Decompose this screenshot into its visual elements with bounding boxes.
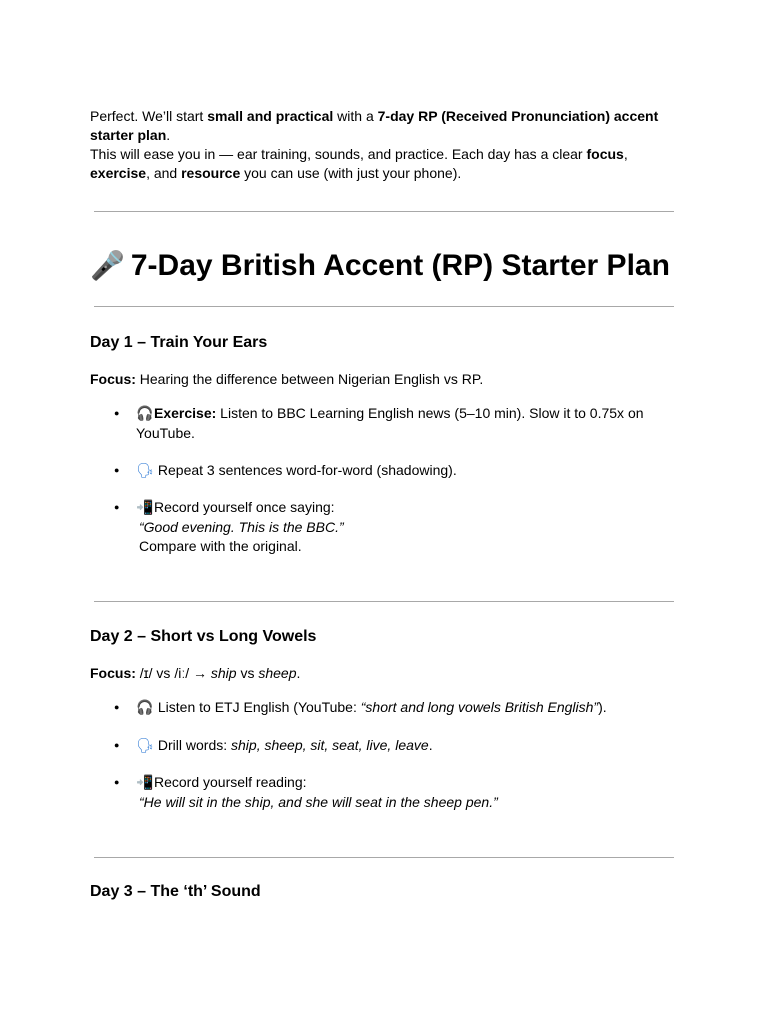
list-item-text: Record yourself reading: xyxy=(154,774,307,790)
focus-italic: ship xyxy=(210,665,237,681)
focus-italic: sheep xyxy=(258,665,297,681)
intro-bold: resource xyxy=(181,165,241,181)
intro-paragraph xyxy=(90,107,680,183)
list-item-text: Compare with the original. xyxy=(139,538,302,554)
focus-text: Hearing the difference between Nigerian English vs RP. xyxy=(135,371,484,387)
phone-icon: 📲 xyxy=(136,775,154,791)
list-item-text: Repeat 3 sentences word-for-word (shadowing). xyxy=(154,462,457,478)
intro-text: Perfect. We’ll start xyxy=(90,108,208,124)
headphones-icon: 🎧 xyxy=(136,406,154,422)
list-item-text: Drill words: xyxy=(154,737,232,753)
divider xyxy=(94,601,674,602)
focus-text: vs xyxy=(236,665,259,681)
exercise-label: Exercise: xyxy=(154,405,217,421)
drill-words: ship, sheep, sit, seat, live, leave xyxy=(231,737,429,753)
quote-text: “Good evening. This is the BBC.” xyxy=(139,519,344,535)
focus-text: . xyxy=(296,665,301,681)
focus-text: /ɪ/ vs /iː/ → xyxy=(135,665,211,681)
focus-label: Focus: xyxy=(90,371,136,387)
list-item-text: ). xyxy=(598,699,607,715)
intro-bold: small and practical xyxy=(207,108,334,124)
intro-text: , and xyxy=(146,165,182,181)
list-item xyxy=(136,404,666,443)
day1-focus xyxy=(90,370,483,389)
list-item-text: Listen to ETJ English (YouTube: xyxy=(154,699,361,715)
list-item xyxy=(136,773,666,812)
day2-focus xyxy=(90,664,300,683)
day1-heading: Day 1 – Train Your Ears xyxy=(90,334,268,351)
microphone-icon: 🎤 xyxy=(90,250,125,281)
page-title-text: 7-Day British Accent (RP) Starter Plan xyxy=(130,249,670,282)
page-title xyxy=(90,248,670,284)
list-item-text: . xyxy=(428,737,433,753)
phone-icon: 📲 xyxy=(136,500,154,516)
speaking-head-icon: 🗣 xyxy=(136,463,154,479)
day2-heading: Day 2 – Short vs Long Vowels xyxy=(90,628,317,645)
headphones-icon: 🎧 xyxy=(136,700,154,716)
intro-text: . xyxy=(166,127,171,143)
list-item-text: Record yourself once saying: xyxy=(154,499,335,515)
intro-bold: focus xyxy=(586,146,624,162)
quote-text: “short and long vowels British English” xyxy=(360,699,599,715)
divider xyxy=(94,211,674,212)
intro-bold: 7-day RP (Received Pronunciation) accent starter plan xyxy=(90,108,659,143)
focus-label: Focus: xyxy=(90,665,136,681)
divider xyxy=(94,306,674,307)
list-item xyxy=(136,461,666,481)
list-item xyxy=(136,698,666,718)
intro-text: This will ease you in — ear training, sounds, and practice. Each day has a clear xyxy=(90,146,587,162)
intro-bold: exercise xyxy=(90,165,147,181)
speaking-head-icon: 🗣 xyxy=(136,738,154,754)
intro-text: you can use (with just your phone). xyxy=(240,165,462,181)
list-item xyxy=(136,498,666,556)
list-item-text: Listen to BBC Learning English news (5–10 min). Slow it to 0.75x on YouTube. xyxy=(136,405,644,441)
divider xyxy=(94,857,674,858)
quote-text: “He will sit in the ship, and she will seat in the sheep pen.” xyxy=(139,794,498,810)
list-item xyxy=(136,736,666,756)
day3-heading: Day 3 – The ‘th’ Sound xyxy=(90,883,261,900)
intro-text: with a xyxy=(333,108,378,124)
intro-text: , xyxy=(623,146,628,162)
